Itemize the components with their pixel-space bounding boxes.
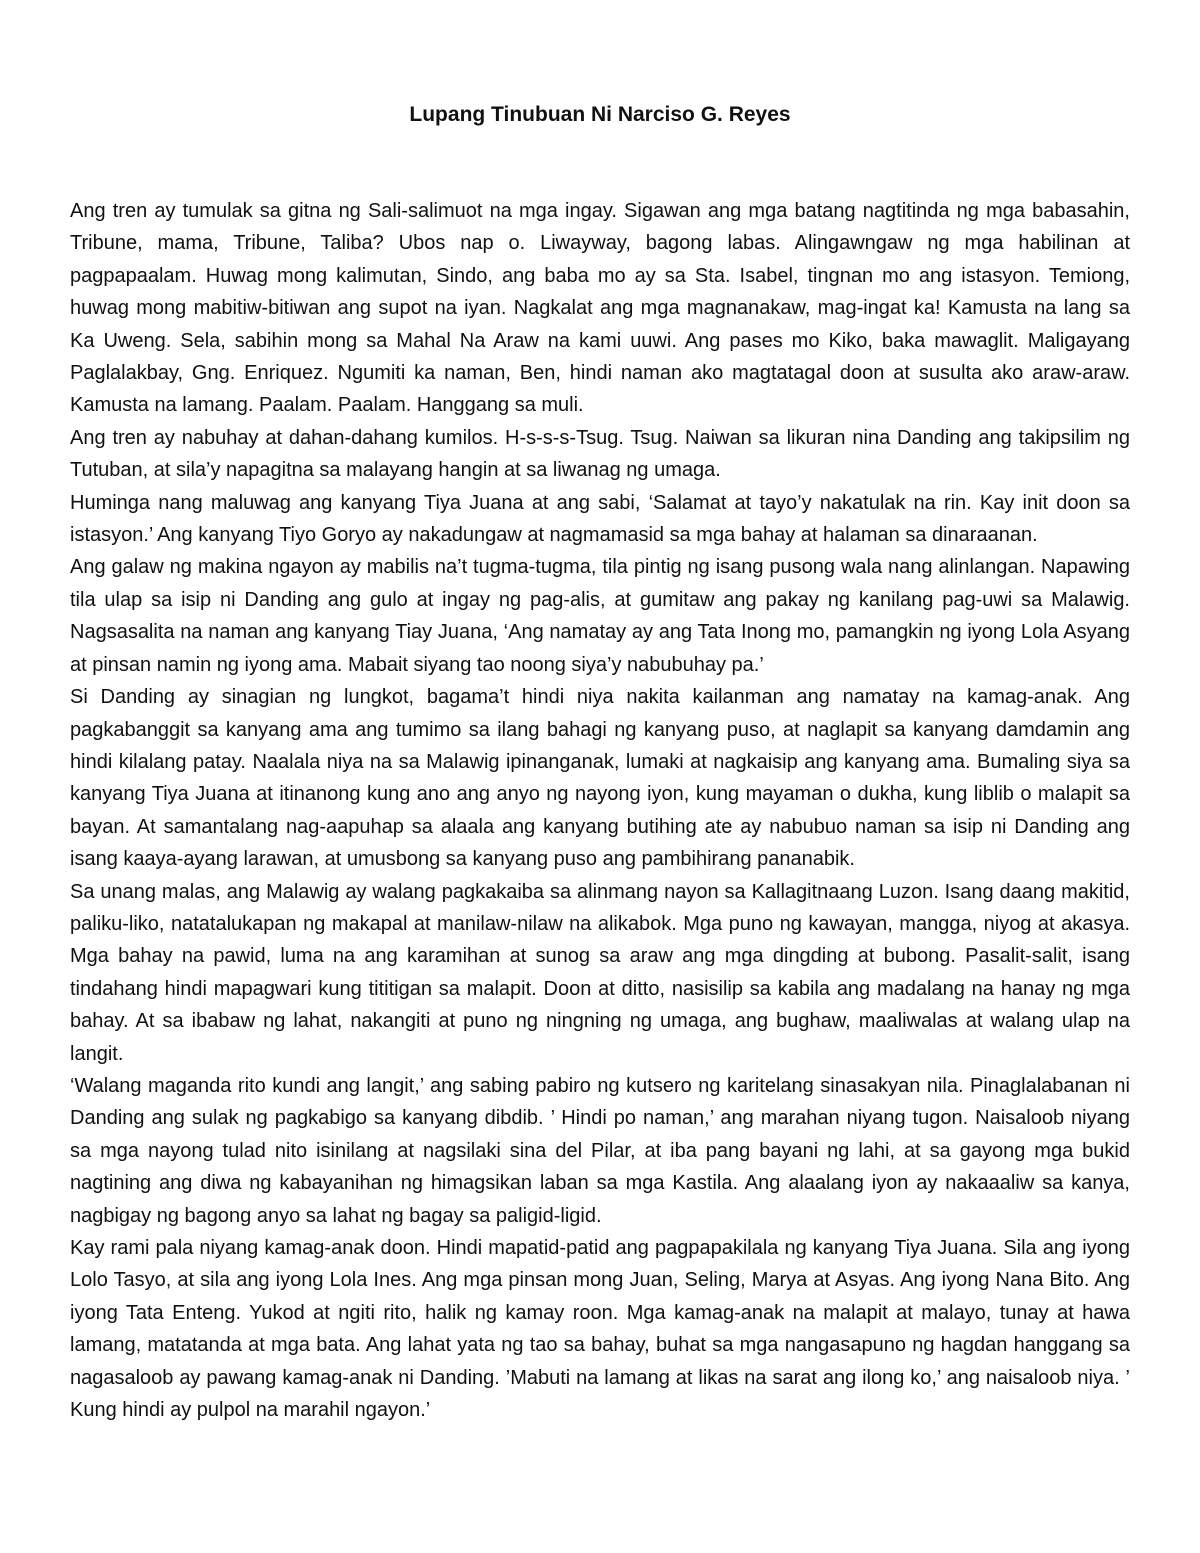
paragraph-3: Huminga nang maluwag ang kanyang Tiya Juana at ang sabi, ‘Salamat at tayo’y nakatulak na rin. Kay init doon sa istasyon.’ Ang kanyang Tiyo Goryo ay nakadungaw at nagmamasid sa mga bahay at halaman sa dinaraanan. xyxy=(70,491,1130,547)
document-title: Lupang Tinubuan Ni Narciso G. Reyes xyxy=(409,103,791,126)
paragraph-6: Sa unang malas, ang Malawig ay walang pagkakaiba sa alinmang nayon sa Kallagitnaang Luzon. Isang daang makitid, paliku-liko, natatalukapan ng makapal at manilaw-nilaw na alikabok. Mga puno ng kawayan, mangga, niyog at akasya. Mga bahay na pawid, luma na ang karamihan at sunog sa araw ang mga dingding at bubong. Pasalit-salit, isang tindahang hindi mapagwari kung tititigan sa malapit. Doon at ditto, nasisilip sa kabila ang madalang na hanay ng mga bahay. At sa ibabaw ng lahat, nakangiti at puno ng ningning ng umaga, ang bughaw, maaliwalas at walang ulap na langit. xyxy=(70,880,1130,1065)
paragraph-1: Ang tren ay tumulak sa gitna ng Sali-salimuot na mga ingay. Sigawan ang mga batang nagtitinda ng mga babasahin, Tribune, mama, Tribune, Taliba? Ubos nap o. Liwayway, bagong labas. Alingawngaw ng mga habilinan at pagpapaalam. Huwag mong kalimutan, Sindo, ang baba mo ay sa Sta. Isabel, tingnan mo ang istasyon. Temiong, huwag mong mabitiw-bitiwan ang supot na iyan. Nagkalat ang mga magnanakaw, mag-ingat ka! Kamusta na lang sa Ka Uweng. Sela, sabihin mong sa Mahal Na Araw na kami uuwi. Ang pases mo Kiko, baka mawaglit. Maligayang Paglalakbay, Gng. Enriquez. Ngumiti ka naman, Ben, hindi naman ako magtatagal doon at susulta ako araw-araw. Kamusta na lamang. Paalam. Paalam. Hanggang sa muli. xyxy=(70,200,1130,417)
document-body xyxy=(70,195,1130,1426)
paragraph-5: Si Danding ay sinagian ng lungkot, bagama’t hindi niya nakita kailanman ang namatay na kamag-anak. Ang pagkabanggit sa kanyang ama ang tumimo sa ilang bahagi ng kanyang puso, at naglapit sa kanyang damdamin ang hindi kilalang patay. Naalala niya na sa Malawig ipinanganak, lumaki at nagkaisip ang kanyang ama. Bumaling siya sa kanyang Tiya Juana at itinanong kung ano ang anyo ng nayong iyon, kung mayaman o dukha, kung liblib o malapit sa bayan. At samantalang nag-aapuhap sa alaala ang kanyang butihing ate ay nabubuo naman sa isip ni Danding ang isang kaaya-ayang larawan, at umusbong sa kanyang puso ang pambihirang pananabik. xyxy=(70,686,1130,871)
paragraph-7: ‘Walang maganda rito kundi ang langit,’ ang sabing pabiro ng kutsero ng karitelang sinasakyan nila. Pinaglalabanan ni Danding ang sulak ng pagkabigo sa kanyang dibdib. ’ Hindi po naman,’ ang marahan niyang tugon. Naisaloob niyang sa mga nayong tulad nito isinilang at nagsilaki sina del Pilar, at iba pang bayani ng lahi, at sa gayong mga bukid nagtining ang diwa ng kabayanihan ng himagsikan laban sa mga Kastila. Ang alaalang iyon ay nakaaaliw sa kanya, nagbigay ng bagong anyo sa lahat ng bagay sa paligid-ligid. xyxy=(70,1074,1130,1227)
paragraph-2: Ang tren ay nabuhay at dahan-dahang kumilos. H-s-s-s-Tsug. Tsug. Naiwan sa likuran nina Danding ang takipsilim ng Tutuban, at sila’y napagitna sa malayang hangin at sa liwanag ng umaga. xyxy=(70,426,1130,482)
paragraph-4: Ang galaw ng makina ngayon ay mabilis na’t tugma-tugma, tila pintig ng isang pusong wala nang alinlangan. Napawing tila ulap sa isip ni Danding ang gulo at ingay ng pag-alis, at gumitaw ang pakay ng kanilang pag-uwi sa Malawig. Nagsasalita na naman ang kanyang Tiay Juana, ‘Ang namatay ay ang Tata Inong mo, pamangkin ng iyong Lola Asyang at pinsan namin ng iyong ama. Mabait siyang tao noong siya’y nabubuhay pa.’ xyxy=(70,556,1130,676)
paragraph-8: Kay rami pala niyang kamag-anak doon. Hindi mapatid-patid ang pagpapakilala ng kanyang Tiya Juana. Sila ang iyong Lolo Tasyo, at sila ang iyong Lola Ines. Ang mga pinsan mong Juan, Seling, Marya at Asyas. Ang iyong Nana Bito. Ang iyong Tata Enteng. Yukod at ngiti rito, halik ng kamay roon. Mga kamag-anak na malapit at malayo, tunay at hawa lamang, matatanda at mga bata. Ang lahat yata ng tao sa bahay, buhat sa mga nangasapuno ng hagdan hanggang sa nagasaloob ay pawang kamag-anak ni Danding. ’Mabuti na lamang at likas na sarat ang ilong ko,’ ang naisaloob niya. ’ Kung hindi ay pulpol na marahil ngayon.’ xyxy=(70,1237,1130,1422)
